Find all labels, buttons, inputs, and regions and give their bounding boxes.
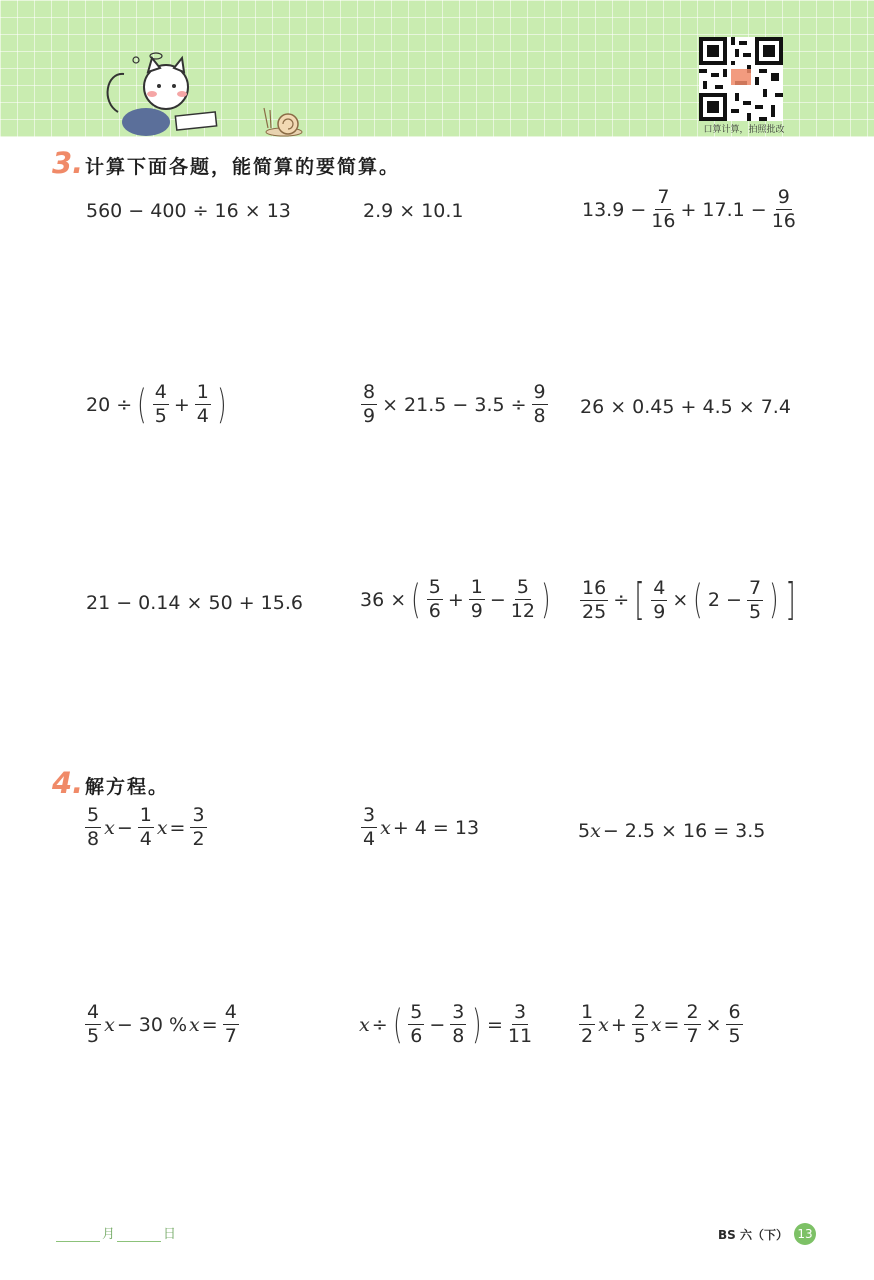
- equation-3-rest: − 2.5 × 16 = 3.5: [602, 820, 766, 842]
- denominator: 5: [633, 1025, 646, 1047]
- fraction: [651, 188, 675, 231]
- numerator: 4: [87, 1001, 100, 1023]
- numerator: 1: [139, 804, 152, 826]
- fraction: [580, 576, 608, 623]
- fraction: [450, 1003, 466, 1046]
- denominator: 4: [363, 828, 376, 850]
- fraction: [427, 578, 443, 621]
- numerator: 7: [748, 576, 762, 599]
- equation-4-mid: − 30 %: [116, 1013, 188, 1036]
- numerator: 7: [657, 186, 670, 208]
- variable-x: x: [650, 1013, 662, 1036]
- expr-4-a: 20 ÷: [86, 393, 133, 416]
- variable-x: x: [104, 1013, 115, 1036]
- expr-1: [84, 200, 293, 222]
- denominator: 8: [533, 405, 546, 427]
- denominator: 16: [651, 210, 676, 232]
- divide-sign: ÷: [613, 589, 630, 611]
- denominator: 7: [686, 1025, 699, 1047]
- month-blank[interactable]: [56, 1227, 100, 1242]
- section4-number: 4.: [52, 766, 84, 800]
- denominator: 25: [582, 600, 607, 623]
- denominator: 2: [192, 828, 205, 850]
- minus-sign: −: [116, 816, 133, 839]
- minus-sign: −: [489, 588, 506, 611]
- denominator: 6: [410, 1025, 423, 1047]
- left-bracket: [: [634, 574, 645, 625]
- fraction: [190, 806, 206, 849]
- equation-2: [358, 806, 481, 849]
- numerator: 16: [582, 576, 607, 599]
- variable-x: x: [590, 820, 601, 842]
- fraction: [469, 578, 485, 621]
- expr-8: [358, 578, 554, 621]
- equation-6: [576, 1003, 746, 1046]
- fraction: [632, 1003, 648, 1046]
- left-paren: (: [693, 577, 703, 623]
- denominator: 7: [224, 1025, 237, 1047]
- equals-sign: =: [486, 1013, 503, 1036]
- fraction: [726, 1003, 742, 1046]
- denominator: 6: [428, 600, 441, 622]
- right-paren: ): [541, 576, 551, 623]
- page-number: 13: [794, 1223, 816, 1245]
- numerator: 8: [363, 381, 376, 403]
- numerator: 5: [410, 1001, 423, 1023]
- numerator: 6: [728, 1001, 741, 1023]
- plus-sign: +: [610, 1013, 627, 1036]
- plus-sign: +: [173, 393, 190, 416]
- fraction: [532, 383, 548, 426]
- numerator: 4: [224, 1001, 237, 1023]
- section4-title: 解方程。: [85, 776, 170, 798]
- fraction: [361, 383, 377, 426]
- equals-sign: =: [201, 1013, 218, 1036]
- right-paren: ): [472, 1001, 482, 1048]
- fraction: [684, 1003, 700, 1046]
- variable-x: x: [104, 816, 115, 839]
- section3-title: 计算下面各题，能简算的要简算。: [85, 156, 401, 178]
- variable-x: x: [380, 816, 391, 839]
- plus-sign: +: [447, 588, 464, 611]
- date-field[interactable]: [54, 1223, 176, 1242]
- fraction: [579, 1003, 595, 1046]
- variable-x: x: [598, 1013, 609, 1036]
- fraction: [361, 806, 377, 849]
- numerator: 9: [777, 186, 790, 208]
- equation-1: [82, 806, 210, 849]
- left-paren: (: [137, 381, 147, 428]
- denominator: 4: [196, 405, 209, 427]
- expr-9-two: 2 −: [707, 589, 742, 611]
- times-sign: ×: [672, 589, 689, 611]
- right-paren: ): [216, 381, 227, 428]
- expr-1-text: 560 − 400 ÷ 16 × 13: [86, 200, 291, 222]
- left-paren: (: [392, 1001, 403, 1048]
- section3-number: 3.: [52, 146, 84, 180]
- expr-6: [578, 396, 793, 418]
- fraction: [772, 188, 796, 231]
- expr-9: [577, 574, 799, 625]
- fraction: [85, 1003, 101, 1046]
- denominator: 5: [154, 405, 167, 427]
- denominator: 9: [653, 600, 666, 623]
- numerator: 5: [428, 576, 441, 598]
- coefficient: 5: [578, 820, 591, 842]
- expr-4: [84, 383, 229, 426]
- denominator: 16: [771, 210, 796, 232]
- expr-3-a: 13.9 −: [582, 198, 647, 221]
- numerator: 2: [633, 1001, 646, 1023]
- fraction: [85, 806, 101, 849]
- denominator: 9: [470, 600, 483, 622]
- expr-8-a: 36 ×: [360, 588, 407, 611]
- cat-illustration: [96, 52, 226, 142]
- equation-3: [578, 820, 767, 842]
- expr-5: [358, 383, 551, 426]
- day-blank[interactable]: [117, 1227, 161, 1242]
- numerator: 3: [192, 804, 205, 826]
- expr-6-text: 26 × 0.45 + 4.5 × 7.4: [580, 396, 791, 418]
- fraction: [223, 1003, 239, 1046]
- fraction: [408, 1003, 424, 1046]
- expr-2: [361, 200, 466, 222]
- variable-x: x: [156, 816, 168, 839]
- numerator: 1: [470, 576, 483, 598]
- variable-x: x: [189, 1013, 200, 1036]
- qr-code[interactable]: [699, 37, 783, 121]
- month-label: 月: [102, 1227, 116, 1242]
- fraction: [153, 383, 169, 426]
- right-bracket: ]: [785, 574, 796, 625]
- book-badge: [718, 1223, 816, 1245]
- equals-sign: =: [169, 816, 186, 839]
- denominator: 8: [87, 828, 100, 850]
- numerator: 1: [581, 1001, 594, 1023]
- expr-3-b: + 17.1 −: [680, 198, 767, 221]
- expr-7: [84, 592, 305, 614]
- times-sign: ×: [705, 1013, 722, 1036]
- fraction: [508, 1003, 532, 1046]
- equation-2-rest: + 4 = 13: [392, 816, 480, 839]
- numerator: 4: [653, 576, 666, 599]
- equation-5: [359, 1003, 535, 1046]
- fraction: [651, 576, 667, 623]
- book-edition: BS 六（下）: [718, 1227, 788, 1242]
- denominator: 5: [748, 600, 762, 623]
- expr-7-text: 21 − 0.14 × 50 + 15.6: [86, 592, 303, 614]
- minus-sign: −: [429, 1013, 446, 1036]
- numerator: 1: [196, 381, 209, 403]
- denominator: 5: [87, 1025, 100, 1047]
- expr-2-text: 2.9 × 10.1: [363, 200, 464, 222]
- fraction: [747, 576, 763, 623]
- divide-sign: ÷: [371, 1013, 388, 1036]
- denominator: 12: [510, 600, 535, 622]
- snail-illustration: [262, 102, 306, 138]
- numerator: 4: [154, 381, 167, 403]
- equals-sign: =: [663, 1013, 680, 1036]
- day-label: 日: [163, 1227, 177, 1242]
- equation-4: [82, 1003, 242, 1046]
- denominator: 9: [363, 405, 376, 427]
- numerator: 5: [87, 804, 100, 826]
- numerator: 3: [452, 1001, 465, 1023]
- denominator: 4: [139, 828, 152, 850]
- qr-caption: 口算计算，拍照批改: [703, 125, 785, 135]
- fraction: [138, 806, 154, 849]
- numerator: 2: [686, 1001, 699, 1023]
- denominator: 8: [452, 1025, 465, 1047]
- denominator: 11: [507, 1025, 533, 1047]
- fraction: [511, 578, 535, 621]
- numerator: 5: [516, 576, 529, 598]
- numerator: 3: [363, 804, 376, 826]
- left-paren: (: [411, 576, 421, 623]
- expr-3: [580, 188, 799, 231]
- expr-5-a: × 21.5 − 3.5 ÷: [382, 393, 527, 416]
- fraction: [195, 383, 211, 426]
- denominator: 2: [581, 1025, 594, 1047]
- variable-x: x: [359, 1013, 370, 1036]
- numerator: 3: [513, 1001, 527, 1023]
- right-paren: ): [769, 577, 779, 623]
- numerator: 9: [533, 381, 546, 403]
- denominator: 5: [728, 1025, 741, 1047]
